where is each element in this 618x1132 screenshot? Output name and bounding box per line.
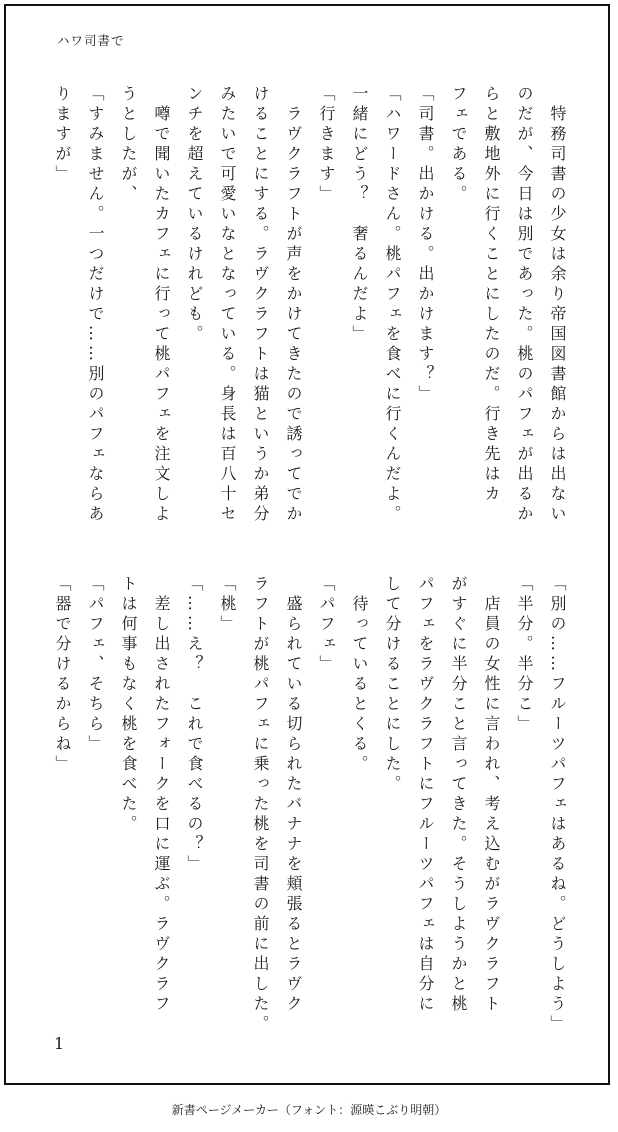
text-column: 「桃」 — [218, 575, 237, 635]
text-column: ラヴクラフトが声をかけてきたので誘ってでか — [284, 105, 303, 525]
text-column: 店員の女性に言われ、考え込むがラヴクラフト — [482, 595, 501, 1015]
text-column: 盛られている切られたバナナを頬張るとラヴク — [284, 595, 303, 1015]
text-column: パフェをラヴクラフトにフルーツパフェは自分に — [416, 575, 435, 1015]
text-column: みたいで可愛いなとなっている。身長は百八十セ — [218, 85, 237, 525]
text-column: けることにする。ラヴクラフトは猫というか弟分 — [251, 85, 270, 525]
page-number: 1 — [54, 1034, 65, 1053]
text-column: 差し出されたフォークを口に運ぶ。ラヴクラフ — [152, 595, 171, 1015]
text-column: 特務司書の少女は余り帝国図書館からは出ない — [548, 105, 567, 525]
page-header-title: ハワ司書で — [57, 33, 125, 48]
text-column: 一緒にどう？ 奢るんだよ」 — [350, 85, 369, 345]
text-column: うとしたが、 — [119, 85, 138, 205]
text-column: して分けることにした。 — [383, 575, 402, 795]
text-column: 「司書。出かける。出かけます？」 — [416, 85, 435, 405]
text-column: 「パフェ、そちら」 — [86, 575, 105, 755]
text-column: りますが」 — [53, 85, 72, 185]
text-column: 「器で分けるからね」 — [53, 575, 72, 775]
text-column: 「別の……フルーツパフェはあるね。どうしよう」 — [548, 575, 567, 1035]
footer-caption: 新書ページメーカー（フォント：源暎こぶり明朝） — [171, 1103, 447, 1117]
text-column: フェである。 — [449, 85, 468, 205]
text-column: ンチを超えているけれども。 — [185, 85, 204, 345]
text-column: 待っているとくる。 — [350, 595, 369, 775]
text-column: 「すみません。一つだけで……別のパフェならあ — [86, 85, 105, 525]
text-column: 「行きます」 — [317, 85, 336, 205]
text-column: 噂で聞いたカフェに行って桃パフェを注文しよ — [152, 105, 171, 525]
text-column: トは何事もなく桃を食べた。 — [119, 575, 138, 835]
text-column: 「半分。半分こ」 — [515, 575, 534, 735]
text-block-lower — [46, 575, 574, 1035]
text-column: がすぐに半分こと言ってきた。そうしようかと桃 — [449, 575, 468, 1015]
text-column: ラフトが桃パフェに乗った桃を司書の前に出した。 — [251, 575, 270, 1035]
text-column: らと敷地外に行くことにしたのだ。行き先はカ — [482, 85, 501, 505]
text-block-upper — [46, 85, 574, 525]
text-column: 「パフェ」 — [317, 575, 336, 675]
text-column: 「ハワードさん。桃パフェを食べに行くんだよ。 — [383, 85, 402, 525]
text-column: 「……え？ これで食べるの？」 — [185, 575, 204, 875]
text-column: のだが、今日は別であった。桃のパフェが出るか — [515, 85, 534, 525]
